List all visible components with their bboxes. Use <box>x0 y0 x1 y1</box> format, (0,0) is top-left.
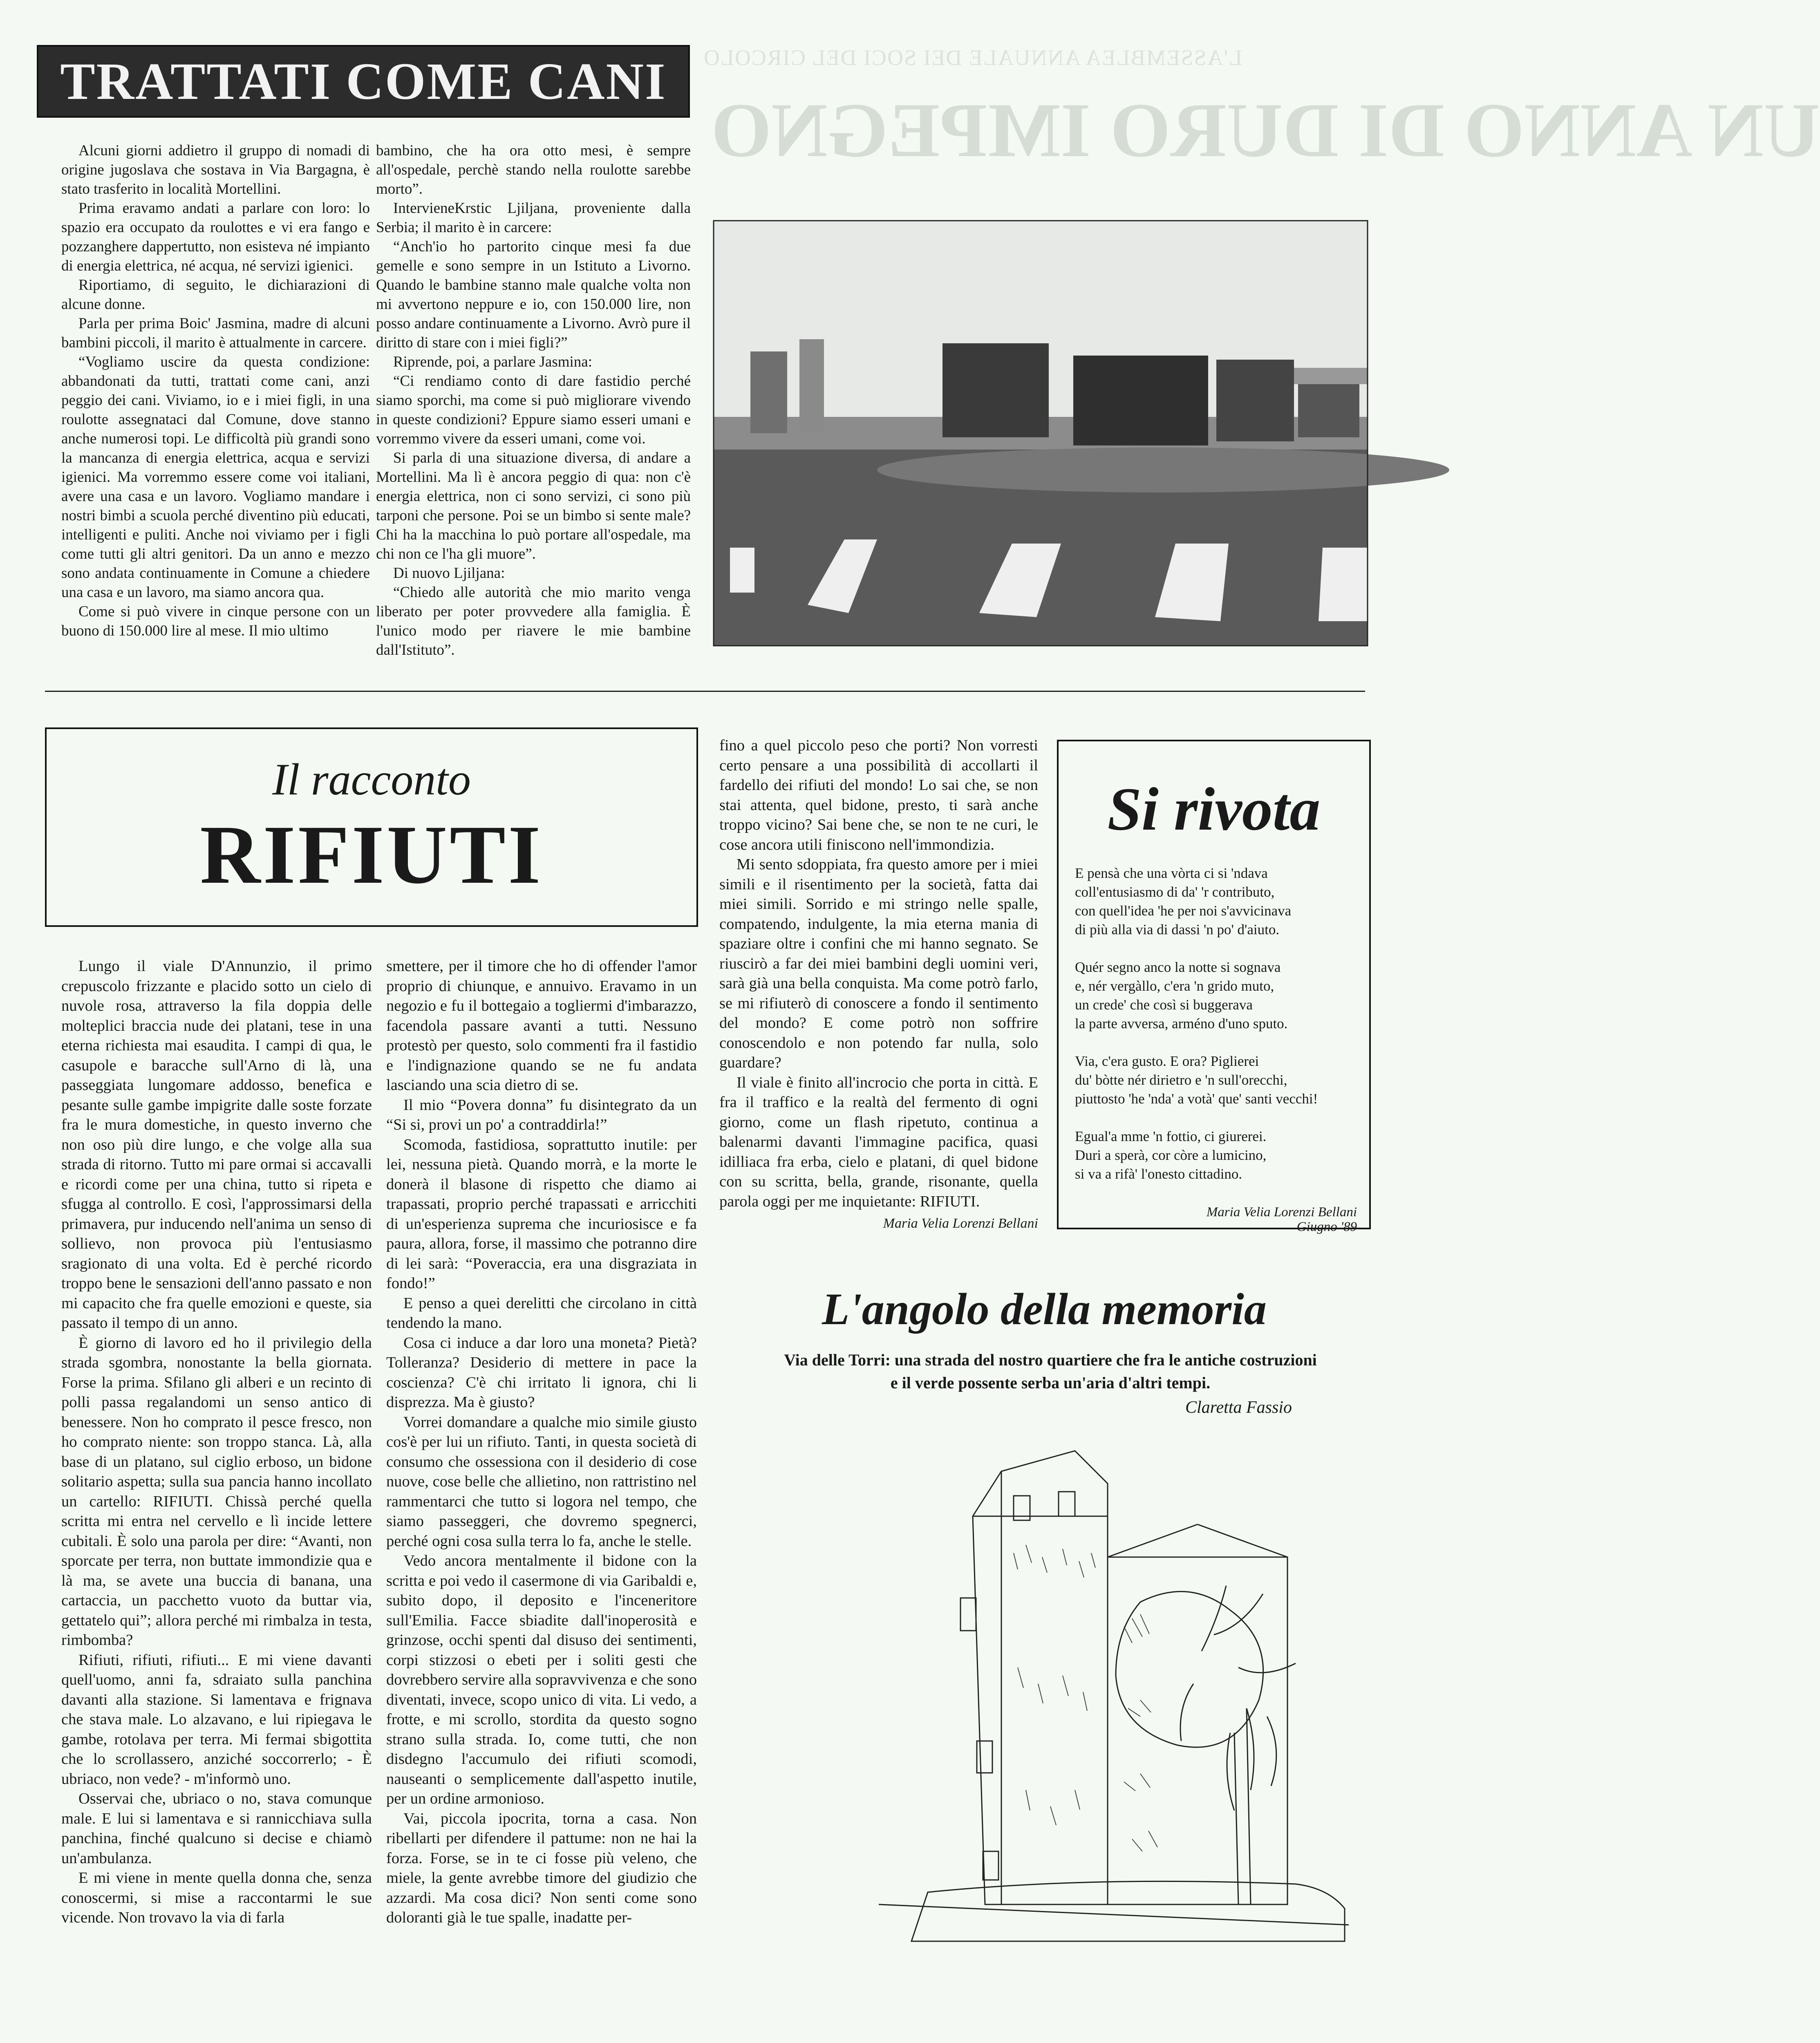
racconto-col-1 <box>61 956 372 1928</box>
paragraph: Vai, piccola ipocrita, torna a casa. Non ribellarti per difendere il pattume: non ne hai la forza. Forse, se in te ci fosse più veleno, che miele, la gente avrebbe timore del giudizio che azzardi. Ma cosa dici? Non senti come sono doloranti già le tue spalle, inadatte per- <box>386 1810 697 1926</box>
bleed-through-kicker: L'ASSEMBLEA ANNUALE DEI SOCI DEL CIRCOLO <box>703 45 1242 70</box>
poem-verse: du' bòtte nér dirietro e 'n sull'orecchi, <box>1075 1072 1287 1088</box>
paragraph: Scomoda, fastidiosa, soprattutto inutile: per lei, nessuna pietà. Quando morrà, e la morte le donerà il blasone di rispetto che diamo ai trapassati, proprio perché trapassati e arricchiti di un'esperienza suprema che incuriosisce e fa paura, allora, forse, il massimo che potranno dire di lei sarà: “Poveraccia, era una disgraziata in fondo!” <box>386 1136 697 1292</box>
street-photo <box>714 221 1368 646</box>
paragraph: Rifiuti, rifiuti, rifiuti... E mi viene davanti quell'uomo, anni fa, sdraiato sulla panchina davanti alla stazione. Si lamentava e frignava che stava male. Lo alzavano, e lui ripiegava le gambe, rotolava per terra. Mi fermai sbigottita che lo scrollassero, anziché soccorrerlo; - È ubriaco, non vede? - m'informò uno. <box>61 1651 372 1788</box>
poem-stanza <box>1075 1127 1357 1184</box>
racconto-col-2 <box>386 956 697 1928</box>
paragraph: Mi sento sdoppiata, fra questo amore per i miei simili e il risentimento per la società, fatta dai miei simili. Sorrido e mi stringo nelle spalle, compatendo, indulgente, la mia eterna mania di spaziare oltre i confini che mi hanno segnato. Se riuscirò a far dei miei bambini degli uomini veri, sarà già una bella conquista. Ma come potrò farlo, se mi rifiuterò di conoscere a fondo il sentimento del mondo? E come potrò non soffrire conoscendolo e non potendo far nulla, solo guardare? <box>719 856 1038 1071</box>
paragraph: bambino, che ha ora otto mesi, è sempre all'ospedale, perchè stando nella roulotte sarebbe morto”. <box>376 142 691 197</box>
paragraph: “Chiedo alle autorità che mio marito venga liberato per poter provvedere alla famiglia. È l'unico modo per riavere le mie bambine dall'Istituto”. <box>376 584 691 658</box>
paragraph: Riprende, poi, a parlare Jasmina: <box>393 354 592 370</box>
paragraph: Vorrei domandare a qualche mio simile giusto cos'è per lui un rifiuto. Tanti, in questa società di consumo che ossessiona con il desiderio di cose nuove, cose belle che allietino, non rattristino nel rammentarci che tutto si logora nel tempo, che siamo passeggeri, che dovremo spegnerci, perché ogni cosa sulla terra lo fa, anche le stelle. <box>386 1413 697 1550</box>
poem-verse: si va a rifà' l'onesto cittadino. <box>1075 1166 1242 1182</box>
paragraph: Come si può vivere in cinque persone con un buono di 150.000 lire al mese. Il mio ultimo <box>61 603 370 639</box>
paragraph: E mi viene in mente quella donna che, senza conoscermi, si mise a raccontarmi le sue vicende. Non trovavo la via di farla <box>61 1869 372 1926</box>
tower-drawing <box>879 1422 1349 1941</box>
bleed-through-title: UN ANNO DI DURO IMPEGNO <box>711 87 1820 173</box>
paragraph: Cosa ci induce a dar loro una moneta? Pietà? Tolleranza? Desiderio di mettere in pace la coscienza? C'è chi irritato li ignora, chi li disprezza. Ma è giusto? <box>386 1334 697 1411</box>
paragraph: IntervieneKrstic Ljiljana, proveniente dalla Serbia; il marito è in carcere: <box>376 200 691 236</box>
angolo-subtitle <box>719 1349 1381 1394</box>
poem-body <box>1075 864 1357 1202</box>
poem-author: Maria Velia Lorenzi Bellani <box>1206 1205 1357 1220</box>
paragraph: È giorno di lavoro ed ho il privilegio della strada sgombra, nonostante la bella giornata. Forse la prima. Sfilano gli alberi e un recinto di polli passa regalandomi un senso antico di benessere. Non ho comprato il pesce fresco, non ho comprato niente: son troppo stanca. Là, alla base di un platano, sul ciglio erboso, un bidone solitario aspetta; sulla sua pancia hanno incollato un cartello: RIFIUTI. Chissà perché quella scritta mi entra nel cervello e lì incide lettere cubitali. È solo una parola per dire: “Avanti, non sporcate per terra, non buttate immondizie qua e là ma, se avete una buccia di banana, una cartaccia, un pacchetto vuoto da buttar via, gettatelo qui”; allora perché mi rimbalza in testa, rimbomba? <box>61 1334 372 1649</box>
paragraph: “Ci rendiamo conto di dare fastidio perché siamo sporchi, ma come si può migliorare vivendo in queste condizioni? Eppure siamo esseri umani e vorremmo vivere da esseri umani, come voi. <box>376 373 691 447</box>
poem-verse: Via, c'era gusto. E ora? Piglierei <box>1075 1053 1259 1069</box>
paragraph: smettere, per il timore che ho di offender l'amor proprio di chiunque, e annuivo. Eravamo in un negozio e fu il bottegaio a togliermi d'imbarazzo, facendola passare avanti a tutti. Nessuno protestò per questo, solo commenti fra il fastidio e l'indignazione quando se ne fu andata lasciando una scia dietro di se. <box>386 958 697 1094</box>
angolo-author: Claretta Fassio <box>1185 1398 1292 1417</box>
paragraph: fino a quel piccolo peso che porti? Non vorresti certo pensare a una possibilità di accollarti il fardello dei rifiuti del mondo! Lo sai che, se non stai attenta, quel bidone, presto, ti sarà anche troppo vicino? Sai bene che, se non te ne curi, le cose ancora utili finiscono nell'immondizia. <box>719 737 1038 853</box>
paragraph: Parla per prima Boic' Jasmina, madre di alcuni bambini piccoli, il marito è attualmente in carcere. <box>61 315 370 351</box>
poem-verse: Quér segno anco la notte si sognava <box>1075 959 1281 975</box>
tower-drawing-illustration <box>879 1422 1349 1941</box>
angolo-subtitle-line: Via delle Torri: una strada del nostro quartiere che fra le antiche costruzioni <box>784 1351 1317 1369</box>
paragraph: Alcuni giorni addietro il gruppo di nomadi di origine jugoslava che sostava in Via Bargagna, è stato trasferito in località Mortellini. <box>61 142 370 197</box>
poem-verse: coll'entusiasmo di da' 'r contributo, <box>1075 884 1275 900</box>
paragraph: Di nuovo Ljiljana: <box>393 565 505 582</box>
poem-verse: E pensà che una vòrta ci si 'ndava <box>1075 865 1268 881</box>
poem-stanza <box>1075 958 1357 1033</box>
poem-verse: con quell'idea 'he per noi s'avvicinava <box>1075 903 1292 919</box>
paragraph: Riportiamo, di seguito, le dichiarazioni di alcune donne. <box>61 277 370 313</box>
horizontal-rule <box>45 691 1365 692</box>
poem-verse: e, nér vergàllo, c'era 'n grido muto, <box>1075 978 1274 994</box>
poem-verse: Egual'a mme 'n fottio, ci giurerei. <box>1075 1128 1267 1144</box>
paragraph: Prima eravamo andati a parlare con loro: lo spazio era occupato da roulottes e vi era fango e pozzanghere dappertutto, non esisteva né impianto di energia elettrica, né acqua, né servizi igienici. <box>61 200 370 274</box>
poem-verse: la parte avversa, arméno d'uno sputo. <box>1075 1016 1288 1032</box>
paragraph: Vedo ancora mentalmente il bidone con la scritta e poi vedo il casermone di via Garibaldi e, subito dopo, il deposito e l'inceneritore sull'Emilia. Facce sbiadite dall'inoperosità e grinzose, occhi spenti dal disuso dei sentimenti, corpi stizzosi o ebeti per i soliti gesti che dovrebbero servire alla sopravvivenza e che sono diventati, invece, scopo unico di vita. Li vedo, a frotte, e mi scrollo, stordita da questo sogno strano sulla strada. Io, come tutti, che non disdegno l'accumulo dei rifiuti scomodi, nauseanti o semplicemente dall'aspetto inutile, per un ordine armonioso. <box>386 1552 697 1807</box>
top-article-col-1 <box>61 141 370 640</box>
poem-date: Giugno '89 <box>1296 1220 1357 1234</box>
angolo-title: L'angolo della memoria <box>822 1284 1267 1334</box>
racconto-kicker: Il racconto <box>272 754 471 804</box>
paragraph: “Vogliamo uscire da questa condizione: abbandonati da tutti, trattati come cani, anzi peggio dei cani. Viviamo, io e i miei figli, in una roulotte assegnataci dal Comune, dove stanno anche numerosi topi. Le difficoltà più grandi sono la mancanza di energia elettrica, acqua e servizi igienici. Ma vorremmo essere come voi italiani, avere una casa e un lavoro. Vogliamo mandare i nostri bimbi a scuola perché diventino più educati, intelligenti e puliti. Anche noi viviamo per i figli come tutti gli altri genitori. Da un anno e mezzo sono andata continuamente in Comune a chiedere una casa e un lavoro, ma siamo ancora qua. <box>61 354 370 601</box>
racconto-col-3 <box>719 736 1038 1234</box>
paragraph: Il viale è finito all'incrocio che porta in città. E fra il traffico e la realtà del fermento di ogni giorno, come un flash ripetuto, continua a balenarmi davanti l'immagine pacifica, quasi idilliaca fra erba, cielo e platani, di quel bidone con su scritta, bella, grande, risonante, quella parola oggi per me inquietante: RIFIUTI. <box>719 1074 1038 1210</box>
poem-title: Si rivota <box>1107 775 1321 843</box>
paragraph: Osservai che, ubriaco o no, stava comunque male. E lui si lamentava e si rannicchiava sulla panchina, finché qualcuno si decise e chiamò un'ambulanza. <box>61 1790 372 1867</box>
street-photo-illustration <box>714 221 1368 646</box>
headline-box <box>37 45 690 118</box>
racconto-signature: Maria Velia Lorenzi Bellani <box>883 1216 1038 1231</box>
poem-stanza <box>1075 1052 1357 1108</box>
paragraph: Il mio “Povera donna” fu disintegrato da un “Si si, provi un po' a contraddirla!” <box>386 1096 697 1133</box>
paragraph: Lungo il viale D'Annunzio, il primo crepuscolo frizzante e placido sotto un cielo di nuvole rosa, attraverso la fila doppia delle molteplici braccia nude dei platani, tese in una eterna richiesta mai esaudita. I campi di qua, le casupole e baracche sull'Arno di là, una passeggiata lungomare addosso, benefica e pesante sulle gambe impigrite dalle soste forzate fra le mura domestiche, in questo inverno che non oso più dire lungo, e che volge alla sua strada di ritorno. Tutto mi pare ormai si accavalli e ricordi come per una china, tutto si ripeta e sfugga al controllo. E così, l'approssimarsi della primavera, pur inducendo nell'anima un senso di sollievo, non provoca più l'entusiasmo sragionato di una volta. Ed è perché ricordo troppo bene le sensazioni dell'anno passato e non mi capacito che fra quelle emozioni e queste, sia passato il tempo di un anno. <box>61 958 372 1331</box>
headline: TRATTATI COME CANI <box>60 52 667 110</box>
racconto-title: RIFIUTI <box>200 808 543 901</box>
poem-verse: piuttosto 'he 'nda' a votà' que' santi vecchi! <box>1075 1091 1318 1107</box>
poem-stanza <box>1075 864 1357 939</box>
poem-box <box>1057 740 1371 1234</box>
paragraph: E penso a quei derelitti che circolano in città tendendo la mano. <box>386 1294 697 1331</box>
top-article-col-2 <box>376 141 691 660</box>
poem-verse: di più alla via di dassi 'n po' d'aiuto. <box>1075 922 1280 938</box>
paragraph: “Anch'io ho partorito cinque mesi fa due gemelle e sono sempre in un Istituto a Livorno. Quando le bambine stanno male qualche volta non mi avvertono neppure e io, con 150.000 lire, non posso andare continuamente a Livorno. Avrò pure il diritto di stare con i miei figli?” <box>376 238 691 351</box>
racconto-title-box <box>45 727 698 927</box>
angolo-subtitle-line: e il verde possente serba un'aria d'altri tempi. <box>890 1374 1211 1392</box>
paragraph: Si parla di una situazione diversa, di andare a Mortellini. Ma lì è ancora peggio di qua: non c'è energia elettrica, non ci sono servizi, ci sono più tarponi che persone. Poi se un bimbo si sente male? Chi ha la macchina lo può portare all'ospedale, ma chi non ce l'ha gli muore”. <box>376 450 691 562</box>
bleed-through-area <box>695 37 1820 229</box>
poem-verse: un crede' che così si buggerava <box>1075 997 1253 1013</box>
poem-verse: Duri a sperà, cor còre a lumicino, <box>1075 1147 1267 1163</box>
